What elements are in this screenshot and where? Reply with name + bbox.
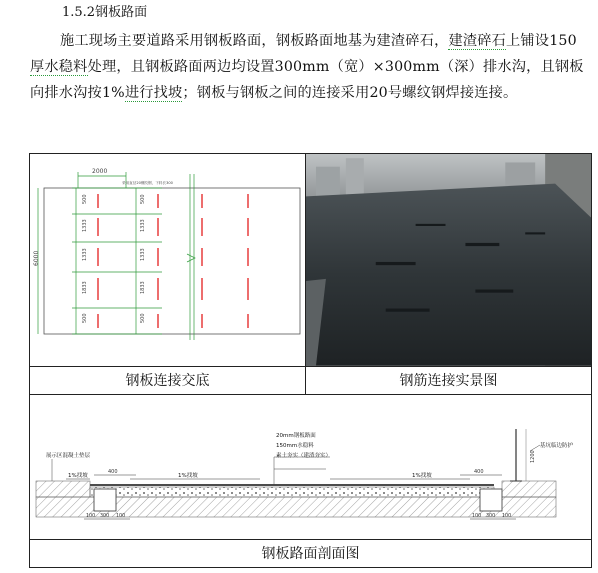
slope-label: 1%找坡 [68,472,88,479]
right-drain [480,489,502,511]
row-dim: 1333 [82,219,88,232]
row-dim: 500 [82,313,88,323]
row-dim: 1333 [140,248,146,261]
layer-label-soil: 素土夯实（建渣夯实） [276,452,332,459]
section-heading: 1.5.2钢板路面 [62,5,148,20]
slope-label: 1%找坡 [412,472,432,479]
layer-label-stabilized: 150mm水稳料 [276,442,314,449]
dim-400-right: 400 [474,468,484,475]
row-dim: 1833 [82,281,88,294]
section-drawing [30,395,592,530]
row-dim: 1333 [140,219,146,232]
paragraph-text: 施工现场主要道路采用钢板路面，钢板路面地基为建渣碎石， [60,33,449,49]
concrete-label: 展示区混凝土垫层 [46,452,91,459]
section-caption: 钢板路面剖面图 [30,539,592,567]
underlined-term: 建渣碎石 [448,33,507,49]
row-dim: 1333 [82,248,88,261]
rebar-note: 采用直径20螺纹钢，下料长300 [122,181,173,185]
steel-plate-photo [306,154,591,366]
row-dim: 500 [140,194,146,204]
layer-label-plate: 20mm钢板路面 [276,432,316,439]
photo-caption: 钢筋连接实景图 [306,366,592,394]
plan-caption: 钢板连接交底 [30,366,306,394]
section-drawing-cell [30,394,592,539]
row-dim: 1833 [140,281,146,294]
dim-1200: 1200 [530,449,536,463]
body-paragraph [30,28,588,106]
paragraph-text: 处理，且钢板路面两边均设置300mm（宽）×300mm（深）排水沟，且钢板向排水沟按1% [30,59,584,101]
dim-100: 100 [502,513,512,519]
row-dim: 500 [82,194,88,204]
underlined-term: 进行找坡 [124,85,183,101]
underlined-term: 厚水稳料 [30,59,88,75]
row-dim: 500 [140,313,146,323]
side-dimension: 6000 [33,250,40,266]
dim-300: 300 [100,513,110,519]
guard-rail-label: 基坑临边防护 [540,442,574,449]
dim-300: 300 [486,513,496,519]
plan-drawing [30,154,306,354]
dim-400-left: 400 [108,468,118,475]
dim-100: 100 [472,513,482,519]
gravel-layer [90,487,494,497]
paragraph-text: ；钢板与钢板之间的连接采用20号螺纹钢焊接连接。 [182,85,518,101]
plan-drawing-cell [30,154,306,367]
top-dimension: 2000 [92,168,108,175]
left-drain [94,489,116,511]
dim-100: 100 [86,513,96,519]
dim-100: 100 [116,513,126,519]
paragraph-text: 上铺设150 [506,33,577,49]
photo-cell [306,154,592,367]
figure-table [29,153,592,568]
slope-label: 1%找坡 [178,472,198,479]
